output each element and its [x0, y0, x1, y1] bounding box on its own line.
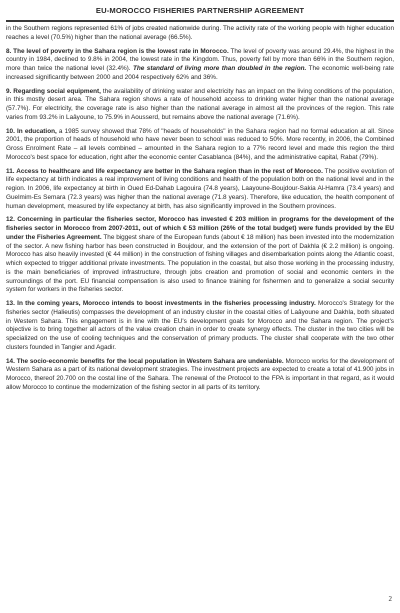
running-header: EU-MOROCCO FISHERIES PARTNERSHIP AGREEMENT: [6, 2, 394, 22]
paragraph-13-heading: 13. In the coming years, Morocco intends to boost investments in the fisheries processing industry.: [6, 300, 316, 307]
paragraph-9-text: the availability of drinking water and electricity has an impact on the living conditions of the population, in this mostly desert area. The Sahara region shows a rate of household access to drinking water higher than the national average (57.7%). For electricity, the coverage rate is also higher than the national average in almost all the provinces of the region. This rate varies from 93.2% in Laâyoune, to 75.9% in Aousserd, but remains above the national average (71.6%).: [6, 87, 394, 121]
paragraph-14: [6, 358, 394, 393]
page-number: 2: [388, 595, 392, 603]
paragraph-8-text: The level of poverty was around 29.4%, the highest in the country in 1984, declined to 9.8% in 2004, the lowest rate in the Kingdom. Thus, poverty fell by more than 66% in the Southern region, more than twice the national level (32.4%).: [6, 47, 394, 72]
paragraph-14-text: Morocco works for the development of Western Sahara as a part of its national development strategies. The investment projects are expected to create a total of 41.900 jobs in Morocco, thereof 20.700 on the costal line of the Sahara. The renewal of the Protocol to the FPA is important in that regard, as it would allow Morocco to continue the modernization of the fishing sector in all parts of its territory.: [6, 357, 394, 391]
paragraph-10-heading: 10. In education,: [6, 127, 57, 135]
paragraph-12: [6, 216, 394, 295]
paragraph-9: [6, 88, 394, 123]
paragraph-10: [6, 128, 394, 163]
paragraph-9-heading: 9. Regarding social equipment,: [6, 87, 101, 95]
paragraph-continuation: in the Southern regions represented 61% of jobs created nationwide during. The activity rate of the working people with higher education reaches a level (70.5%) higher than the national average (66.5%).: [6, 25, 394, 41]
paragraph-12-heading: 12. Concerning in particular the fisheries sector, Morocco has invested € 203 million in programs for the development of the fisheries sector in Morocco from 2007-2011, out of which € 53 million (26% of the total budget) were funds provided by the EU under the Fisheries Agreement.: [6, 216, 394, 241]
paragraph-8: [6, 48, 394, 83]
paragraph-11-heading: 11. Access to healthcare and life expectancy are better in the Sahara region than in the rest of Morocco.: [6, 167, 323, 175]
paragraph-8-emphasis: The standard of living more than doubled in the region.: [133, 65, 307, 72]
paragraph-13: [6, 300, 394, 353]
paragraph-12-text: The biggest share of the European funds (about € 18 million) has been invested into the modernization of the sector. A new fishing harbor has been constructed in Boujdour, and the extension of the port of Dakhla (€ 2.2 million) is ongoing. Morocco has also heavily invested (€ 44 million) in the construction of fishing villages and disembarkation points along the Atlantic coast, which expected to trigger additional private investments. The population in the coastal, but also those working in the processing industry, is the main beneficiaries of improved infrastructure, through jobs creation and promotion of social and economic centers in the surroundings of the port. EU financial compensation is also used to finance training for fishermen and to generalize a social security system for workers in the fisheries sector.: [6, 233, 394, 294]
paragraph-13-text: Morocco's Strategy for the fisheries sector (Halieutis) compasses the development of an industry cluster in the coastal cities of Laâyoune and Dakhla, both situated in Western Sahara. This engagement is in line with the EU's development goals for Morocco and the Sahara region. The project's objective is to bring together all actors of the value creation chain in order to create synergy effects. The cluster in the two cities will be specialized on the use of cooling techniques and the conservation of primary products. The cluster shall cooperate with the two other clusters founded in Tangier and Agadir.: [6, 300, 395, 351]
paragraph-14-heading: 14. The socio-economic benefits for the local population in Western Sahara are undeniable.: [6, 357, 284, 365]
paragraph-11-text: The positive evolution of life expectancy at birth indicates a real improvement of living conditions and health of the population both on the national level and in the region. In 2006, life expectancy at birth in Oued Ed-Dahab Lagouira (74.8 years), Laayoune-Boujdour-Sakia Al-Hamra (73.4 years) and Guelmim-Es Semara (72.3 years) was higher than the national average (71.8 years). Therefore, like education, the health component of human development, measured by life expectancy at birth, has also significantly improved in the Southern provinces.: [6, 167, 394, 210]
document-body: [6, 25, 394, 398]
paragraph-10-text: a 1985 survey showed that 78% of "heads of households" in the Sahara region had no formal education at all. Since 2001, the proportion of heads of household who have never been to school was reduced to 50%. More recently, in 2006, the Combined Gross Enrolment Rate – all levels combined – amounted in the Sahara region to a 77% record level and made this region the third Morocco's best space for education, right after the economic center Casablanca (84%), and the administrative capital, Rabat (79%).: [6, 127, 394, 161]
paragraph-8-text-end: The economic well-being rate increased significantly between 2000 and 2004 respectively 62% and 36%.: [6, 65, 394, 81]
paragraph-8-heading: 8. The level of poverty in the Sahara region is the lowest rate in Morocco.: [6, 47, 229, 55]
paragraph-11: [6, 168, 394, 212]
